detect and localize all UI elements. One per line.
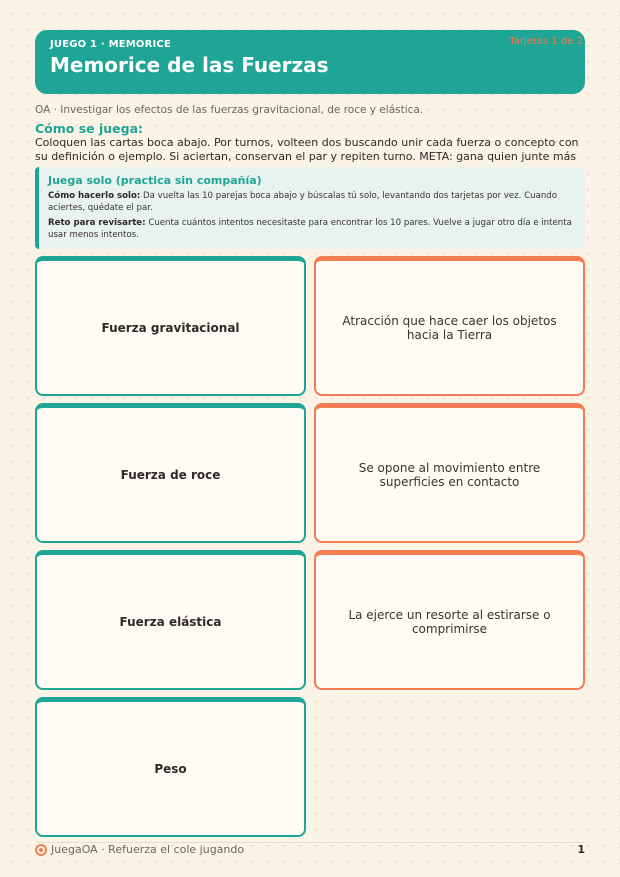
card-text: Se opone al movimiento entre superficies en contacto	[358, 460, 541, 489]
memory-card-concept[interactable]	[35, 256, 306, 396]
solo-challenge-paragraph	[48, 217, 575, 241]
solo-challenge-text: Cuenta cuántos intentos necesitaste para encontrar los 10 pares. Vuelve a jugar otro día e intenta usar menos intentos.	[48, 218, 572, 240]
solo-title: Juega solo (practica sin compañía)	[48, 174, 262, 187]
card-text: Fuerza de roce	[120, 467, 221, 482]
card-text: Peso	[154, 761, 187, 776]
page-number: 1	[577, 843, 585, 856]
card-text: Atracción que hace caer los objetos hacia la Tierra	[342, 313, 557, 342]
card-text: Fuerza gravitacional	[101, 320, 240, 335]
memory-card-concept[interactable]	[35, 697, 306, 837]
game-kicker: JUEGO 1 · MEMORICE	[50, 39, 172, 50]
brand-logo-icon	[35, 844, 47, 856]
card-text: La ejerce un resorte al estirarse o comprimirse	[348, 607, 551, 636]
sheet-label: Tarjetas 1 de 2	[509, 36, 583, 47]
card-text: Fuerza elástica	[119, 614, 222, 629]
solo-play-box	[35, 167, 585, 249]
page-title: Memorice de las Fuerzas	[50, 53, 329, 77]
solo-how-paragraph	[48, 190, 575, 214]
page-header	[35, 30, 585, 94]
memory-card-definition[interactable]	[314, 256, 585, 396]
memory-card-definition[interactable]	[314, 403, 585, 543]
solo-how-label: Cómo hacerlo solo:	[48, 191, 141, 201]
page-footer	[35, 843, 585, 856]
memory-card-concept[interactable]	[35, 550, 306, 690]
memory-card-definition[interactable]	[314, 550, 585, 690]
solo-how-text: Da vuelta las 10 parejas boca abajo y búscalas tú solo, levantando dos tarjetas por vez. Cuando aciertes, quédate el par.	[48, 191, 558, 213]
memory-card-concept[interactable]	[35, 403, 306, 543]
learning-objective: OA · Investigar los efectos de las fuerzas gravitacional, de roce y elástica.	[35, 104, 424, 116]
how-to-play-title: Cómo se juega:	[35, 121, 144, 136]
solo-challenge-label: Reto para revisarte:	[48, 218, 146, 228]
footer-brand: JuegaOA · Refuerza el cole jugando	[51, 843, 245, 856]
how-to-play-text: Coloquen las cartas boca abajo. Por turnos, volteen dos buscando unir cada fuerza o concepto con su definición o ejemplo. Si aciertan, conservan el par y repiten turno. META: gana quien junte más	[35, 136, 579, 163]
